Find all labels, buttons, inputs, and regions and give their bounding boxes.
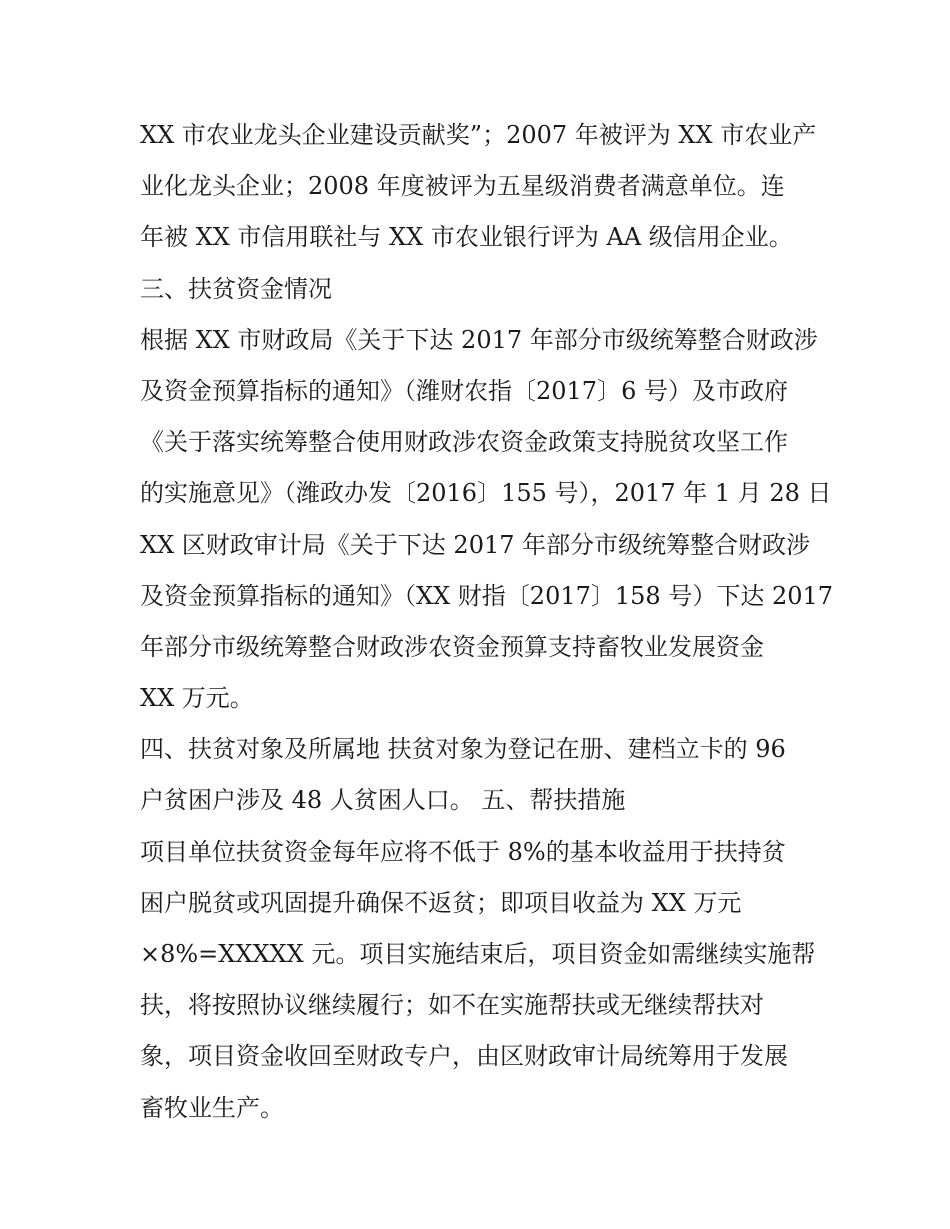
text-line: 业化龙头企业；2008 年度被评为五星级消费者满意单位。连 (140, 172, 785, 201)
text-line: 《关于落实统筹整合使用财政涉农资金政策支持脱贫攻坚工作 (140, 428, 788, 457)
text-line: XX 万元。 (140, 684, 254, 713)
text-line: 扶，将按照协议继续履行；如不在实施帮扶或无继续帮扶对 (140, 991, 764, 1020)
text-line: 根据 XX 市财政局《关于下达 2017 年部分市级统筹整合财政涉 (140, 325, 818, 354)
text-line: XX 市农业龙头企业建设贡献奖”；2007 年被评为 XX 市农业产 (140, 121, 817, 149)
text-line: 项目单位扶贫资金每年应将不低于 8%的基本收益用于扶持贫 (140, 837, 786, 866)
text-line: ×8%=XXXXX 元。项目实施结束后，项目资金如需继续实施帮 (140, 940, 816, 968)
text-line: 及资金预算指标的通知》（潍财农指〔2017〕6 号）及市政府 (140, 376, 788, 405)
text-line: 户贫困户涉及 48 人贫困人口。 五、帮扶措施 (140, 786, 626, 815)
text-line: 年部分市级统筹整合财政涉农资金预算支持畜牧业发展资金 (140, 632, 764, 661)
text-line: XX 区财政审计局《关于下达 2017 年部分市级统筹整合财政涉 (140, 530, 811, 559)
text-line: 象，项目资金收回至财政专户，由区财政审计局统筹用于发展 (140, 1042, 788, 1071)
text-line: 的实施意见》（潍政办发〔2016〕155 号），2017 年 1 月 28 日 (140, 479, 832, 508)
section-heading-targets: 四、扶贫对象及所属地 扶贫对象为登记在册、建档立卡的 96 (140, 735, 786, 764)
section-heading-funds: 三、扶贫资金情况 (140, 274, 332, 303)
text-line: 年被 XX 市信用联社与 XX 市农业银行评为 AA 级信用企业。 (140, 223, 793, 252)
text-line: 及资金预算指标的通知》（XX 财指〔2017〕158 号）下达 2017 (140, 581, 834, 610)
text-line: 困户脱贫或巩固提升确保不返贫；即项目收益为 XX 万元 (140, 888, 742, 917)
body-text (140, 110, 834, 1134)
text-line: 畜牧业生产。 (140, 1093, 284, 1122)
